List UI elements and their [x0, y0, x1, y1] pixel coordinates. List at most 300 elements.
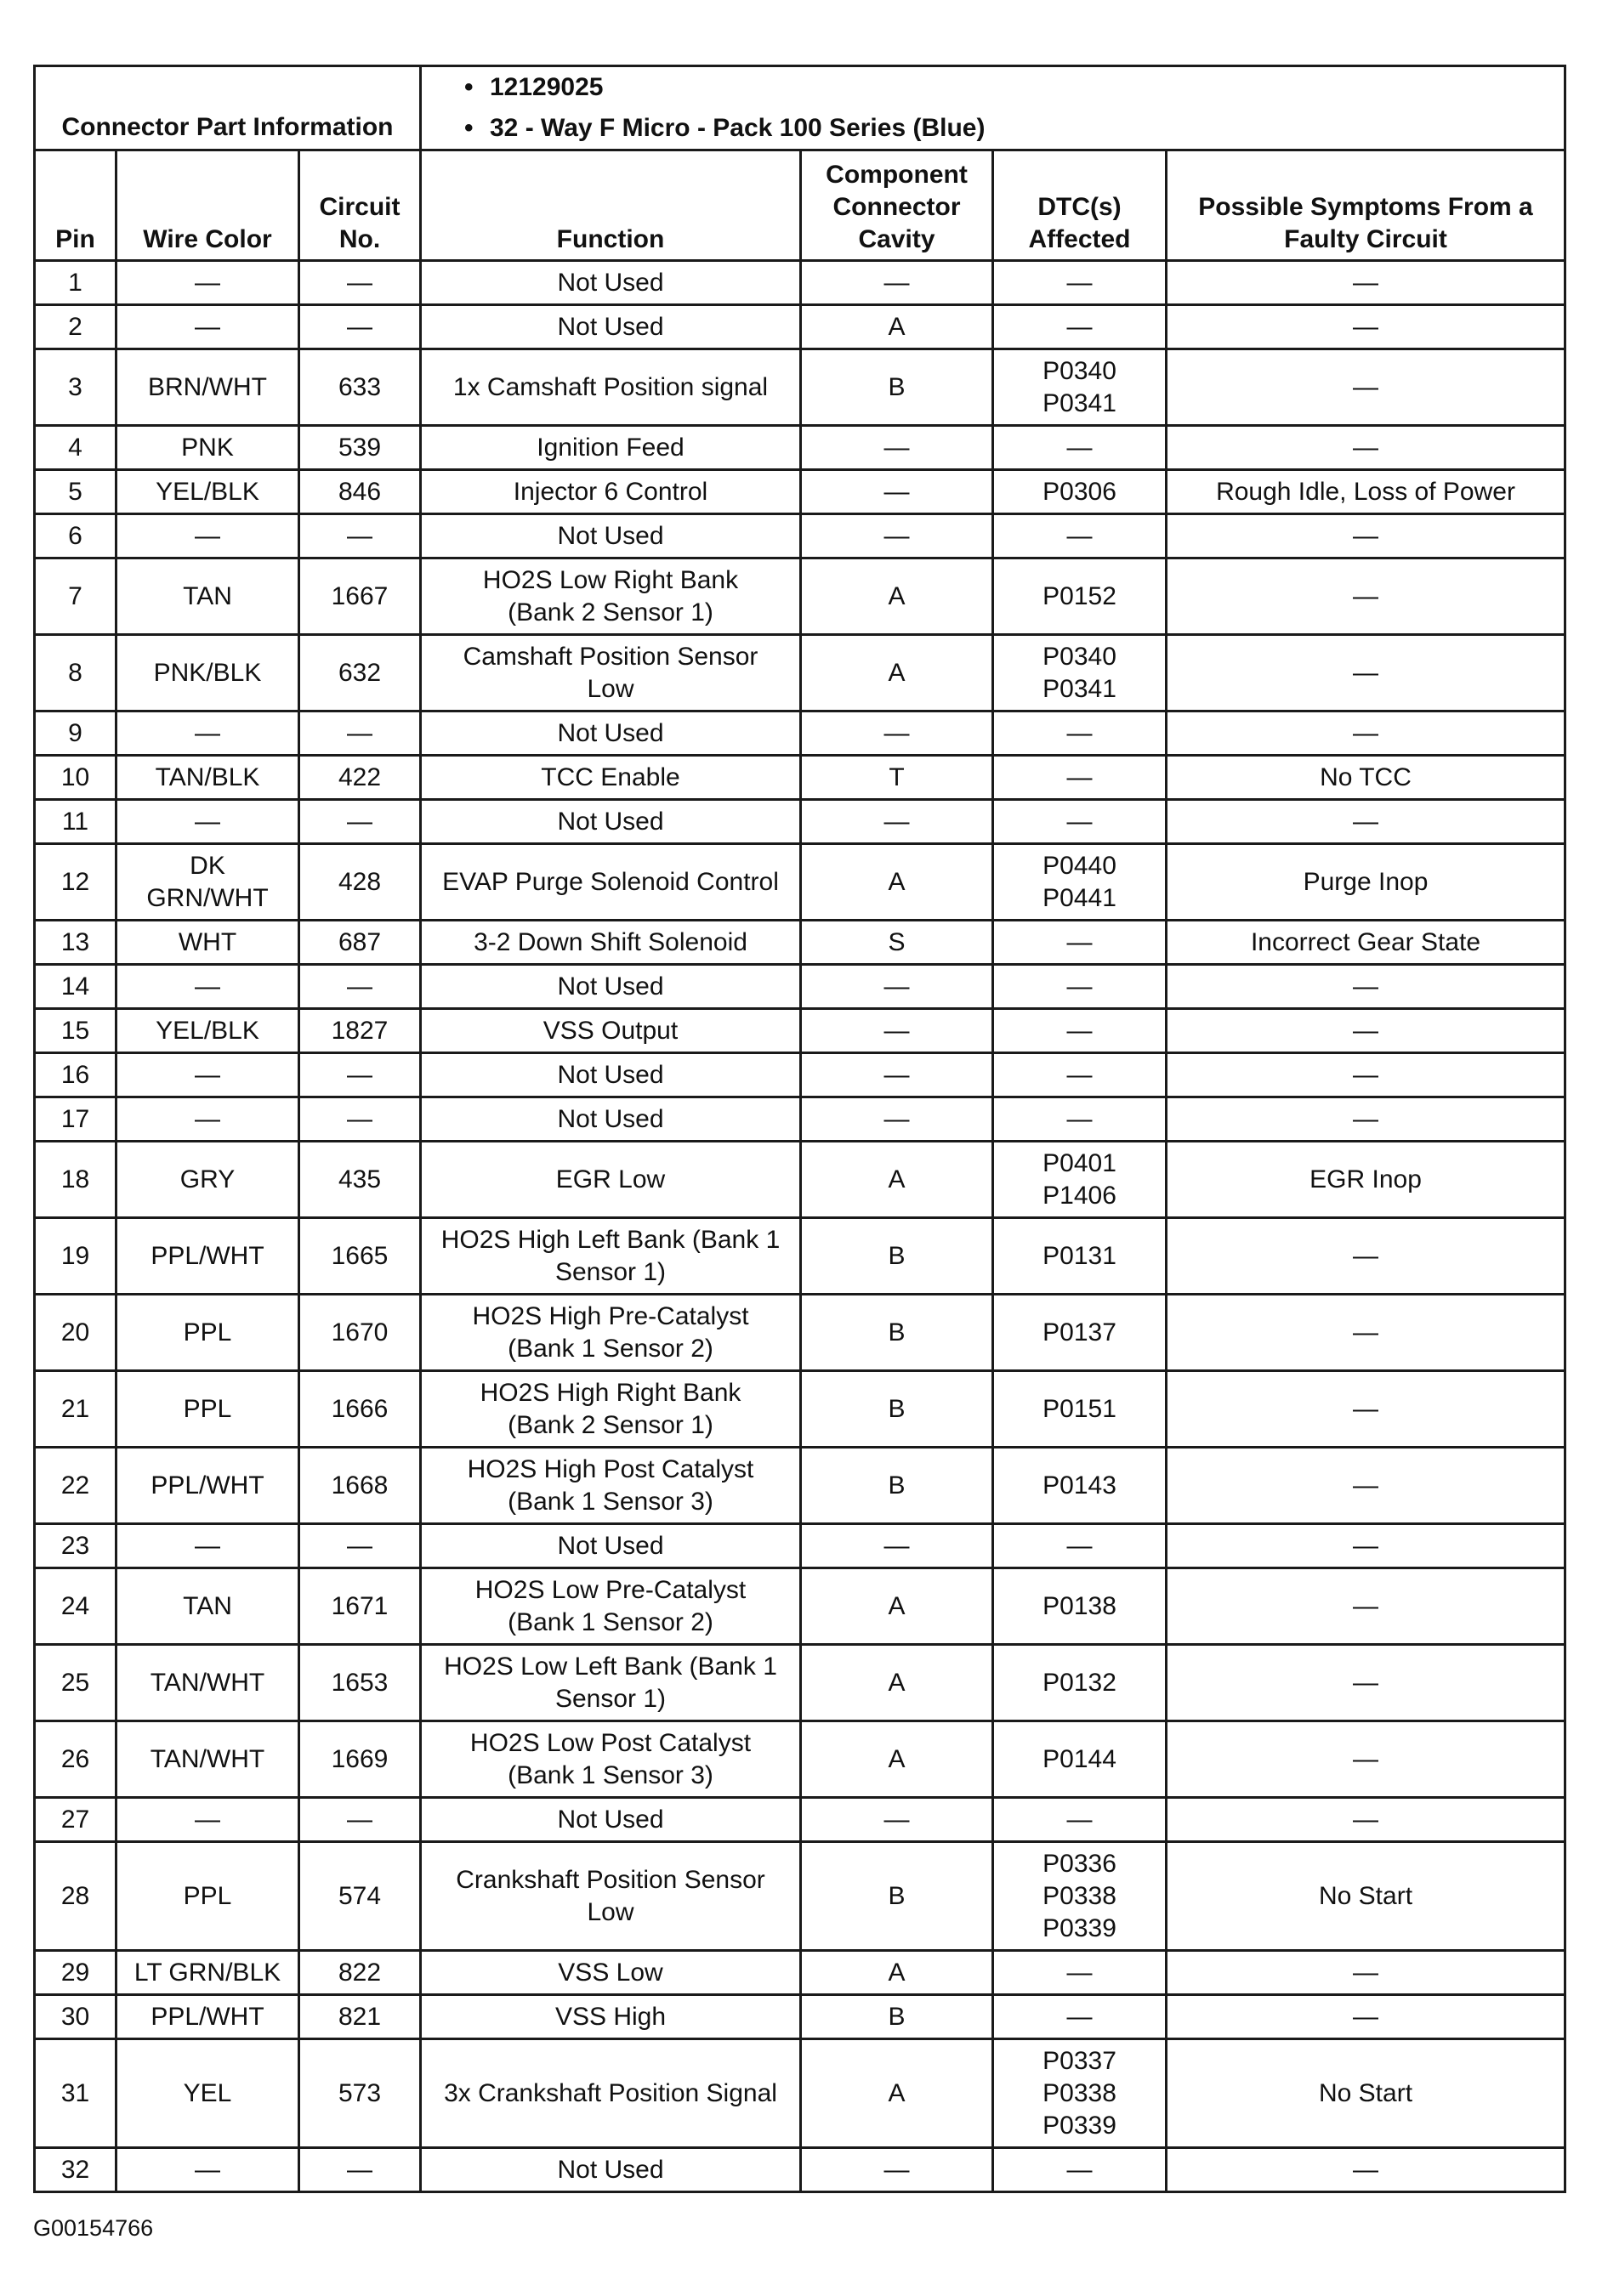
table-row: [35, 1568, 1565, 1645]
cell-component-cavity: —: [801, 711, 993, 756]
table-row: [35, 965, 1565, 1009]
cell-pin: 26: [35, 1721, 116, 1798]
cell-line: EVAP Purge Solenoid Control: [442, 867, 779, 896]
cell-line: P0340: [1042, 356, 1116, 385]
cell-possible-symptoms: [1167, 1842, 1565, 1951]
cell-line: —: [1353, 581, 1378, 610]
column-header-line: Circuit: [319, 193, 400, 221]
cell-circuit-no: 574: [299, 1842, 421, 1951]
table-row: [35, 514, 1565, 558]
cell-pin: 20: [35, 1295, 116, 1371]
cell-line: EGR Low: [555, 1165, 666, 1193]
cell-component-cavity: —: [801, 1798, 993, 1842]
cell-possible-symptoms: [1167, 1721, 1565, 1798]
cell-wire-color: [116, 1009, 299, 1053]
cell-circuit-no: 821: [299, 1995, 421, 2039]
cell-line: Not Used: [557, 718, 664, 747]
cell-possible-symptoms: [1167, 2039, 1565, 2148]
cell-possible-symptoms: [1167, 1009, 1565, 1053]
table-row: [35, 1009, 1565, 1053]
cell-line: Not Used: [557, 521, 664, 550]
cell-pin: 1: [35, 261, 116, 305]
cell-function: [421, 1448, 801, 1524]
cell-pin: 19: [35, 1218, 116, 1295]
table-row: [35, 844, 1565, 921]
cell-line: —: [1066, 1958, 1093, 1987]
cell-line: —: [1353, 372, 1378, 401]
cell-line: 3-2 Down Shift Solenoid: [474, 927, 747, 956]
cell-pin: 8: [35, 635, 116, 711]
cell-line: YEL/BLK: [156, 1016, 259, 1045]
cell-line: —: [1066, 2002, 1093, 2031]
cell-line: GRN/WHT: [146, 883, 269, 912]
cell-component-cavity: —: [801, 1009, 993, 1053]
cell-possible-symptoms: [1167, 349, 1565, 426]
cell-wire-color: [116, 2148, 299, 2192]
cell-dtc-affected: [993, 1995, 1167, 2039]
column-header-line: Wire Color: [143, 225, 272, 253]
cell-pin: 2: [35, 305, 116, 349]
cell-pin: 13: [35, 921, 116, 965]
cell-line: VSS Output: [543, 1016, 679, 1045]
cell-line: P0131: [1042, 1241, 1116, 1270]
cell-pin: 9: [35, 711, 116, 756]
cell-line: P0337: [1042, 2046, 1116, 2075]
cell-line: GRY: [179, 1165, 236, 1193]
cell-wire-color: [116, 1568, 299, 1645]
cell-wire-color: [116, 2039, 299, 2148]
cell-line: —: [1353, 1471, 1378, 1499]
cell-component-cavity: B: [801, 349, 993, 426]
cell-line: —: [1066, 2155, 1093, 2184]
cell-component-cavity: A: [801, 1568, 993, 1645]
cell-line: PNK: [181, 433, 234, 462]
cell-line: P0338: [1042, 1881, 1116, 1910]
cell-pin: 27: [35, 1798, 116, 1842]
part-info-label: Connector Part Information: [35, 66, 421, 150]
cell-circuit-no: 539: [299, 426, 421, 470]
cell-line: P0341: [1042, 674, 1116, 703]
cell-component-cavity: B: [801, 1995, 993, 2039]
cell-circuit-no: 435: [299, 1142, 421, 1218]
cell-line: HO2S High Right Bank: [480, 1378, 741, 1407]
cell-possible-symptoms: [1167, 1448, 1565, 1524]
cell-line: HO2S High Post Catalyst: [467, 1454, 754, 1483]
cell-line: —: [1353, 312, 1378, 341]
cell-line: —: [1066, 762, 1093, 791]
cell-possible-symptoms: [1167, 1142, 1565, 1218]
cell-line: Not Used: [557, 972, 664, 1001]
cell-line: EGR Inop: [1309, 1165, 1422, 1193]
cell-component-cavity: A: [801, 558, 993, 635]
cell-line: P0440: [1042, 851, 1116, 880]
cell-line: —: [1066, 521, 1093, 550]
cell-line: —: [195, 972, 220, 1001]
cell-line: Sensor 1): [554, 1684, 667, 1713]
cell-possible-symptoms: [1167, 558, 1565, 635]
cell-line: PPL: [183, 1881, 232, 1910]
cell-wire-color: [116, 1053, 299, 1097]
cell-circuit-no: —: [299, 800, 421, 844]
cell-line: —: [1353, 1394, 1378, 1423]
table-row: [35, 1995, 1565, 2039]
cell-line: —: [1353, 658, 1378, 687]
cell-pin: 6: [35, 514, 116, 558]
cell-function: [421, 1995, 801, 2039]
cell-line: —: [195, 312, 220, 341]
cell-dtc-affected: [993, 800, 1167, 844]
cell-dtc-affected: [993, 426, 1167, 470]
cell-line: Not Used: [557, 1805, 664, 1834]
cell-line: Low: [587, 674, 634, 703]
cell-wire-color: [116, 558, 299, 635]
cell-line: P1406: [1042, 1181, 1116, 1210]
cell-component-cavity: —: [801, 965, 993, 1009]
table-row: [35, 261, 1565, 305]
cell-line: Not Used: [557, 1060, 664, 1089]
column-header-line: Component: [826, 161, 968, 189]
cell-possible-symptoms: [1167, 261, 1565, 305]
cell-line: —: [1353, 1104, 1378, 1133]
cell-function: [421, 514, 801, 558]
cell-line: (Bank 2 Sensor 1): [508, 598, 713, 626]
cell-circuit-no: 687: [299, 921, 421, 965]
cell-line: —: [1353, 1060, 1378, 1089]
cell-line: P0306: [1042, 477, 1116, 506]
cell-line: Not Used: [557, 807, 664, 836]
cell-wire-color: [116, 470, 299, 514]
column-header-line: Pin: [55, 225, 95, 253]
cell-component-cavity: S: [801, 921, 993, 965]
cell-function: [421, 558, 801, 635]
cell-dtc-affected: [993, 261, 1167, 305]
cell-component-cavity: A: [801, 1645, 993, 1721]
cell-wire-color: [116, 1097, 299, 1142]
cell-line: HO2S Low Pre-Catalyst: [474, 1575, 747, 1604]
table-row: [35, 305, 1565, 349]
cell-dtc-affected: [993, 2148, 1167, 2192]
cell-circuit-no: 1667: [299, 558, 421, 635]
cell-wire-color: [116, 1842, 299, 1951]
cell-line: Rough Idle, Loss of Power: [1216, 477, 1515, 506]
table-row: [35, 921, 1565, 965]
table-row: [35, 2039, 1565, 2148]
cell-dtc-affected: [993, 1798, 1167, 1842]
table-row: [35, 1951, 1565, 1995]
cell-line: —: [195, 1104, 220, 1133]
part-info-list: [421, 66, 1565, 150]
cell-possible-symptoms: [1167, 635, 1565, 711]
cell-component-cavity: A: [801, 844, 993, 921]
column-header-function: [421, 150, 801, 261]
cell-line: Crankshaft Position Sensor: [456, 1865, 765, 1894]
bullet-icon: •: [464, 73, 474, 101]
cell-circuit-no: 1653: [299, 1645, 421, 1721]
part-number: 12129025: [490, 73, 604, 101]
cell-wire-color: [116, 305, 299, 349]
cell-line: P0441: [1042, 883, 1116, 912]
column-header-dtc-affected: [993, 150, 1167, 261]
cell-possible-symptoms: [1167, 426, 1565, 470]
cell-line: P0338: [1042, 2078, 1116, 2107]
cell-component-cavity: A: [801, 305, 993, 349]
cell-line: —: [195, 2155, 220, 2184]
table-row: [35, 1053, 1565, 1097]
cell-function: [421, 426, 801, 470]
cell-line: Not Used: [557, 1104, 664, 1133]
cell-pin: 12: [35, 844, 116, 921]
column-header-line: Connector: [832, 193, 961, 221]
cell-line: HO2S Low Right Bank: [482, 565, 739, 594]
cell-possible-symptoms: [1167, 756, 1565, 800]
cell-line: Incorrect Gear State: [1250, 927, 1481, 956]
cell-line: —: [1353, 1241, 1378, 1270]
cell-pin: 5: [35, 470, 116, 514]
cell-circuit-no: 428: [299, 844, 421, 921]
cell-dtc-affected: [993, 711, 1167, 756]
cell-line: P0339: [1042, 2111, 1116, 2140]
cell-possible-symptoms: [1167, 844, 1565, 921]
cell-line: (Bank 1 Sensor 3): [508, 1760, 713, 1789]
cell-line: —: [1066, 718, 1093, 747]
cell-function: [421, 1097, 801, 1142]
table-row: [35, 635, 1565, 711]
cell-line: —: [1066, 433, 1093, 462]
cell-dtc-affected: [993, 1142, 1167, 1218]
table-row: [35, 800, 1565, 844]
cell-circuit-no: 1827: [299, 1009, 421, 1053]
cell-line: Low: [587, 1897, 634, 1926]
cell-line: Purge Inop: [1303, 867, 1429, 896]
cell-pin: 10: [35, 756, 116, 800]
cell-line: —: [1353, 718, 1378, 747]
cell-line: —: [1066, 1805, 1093, 1834]
cell-line: No Start: [1318, 2078, 1413, 2107]
cell-dtc-affected: [993, 1951, 1167, 1995]
cell-dtc-affected: [993, 1448, 1167, 1524]
cell-dtc-affected: [993, 470, 1167, 514]
cell-line: —: [1353, 521, 1378, 550]
cell-wire-color: [116, 711, 299, 756]
cell-function: [421, 2148, 801, 2192]
cell-dtc-affected: [993, 2039, 1167, 2148]
column-header-line: No.: [338, 225, 381, 253]
cell-component-cavity: —: [801, 800, 993, 844]
cell-line: —: [195, 521, 220, 550]
table-row: [35, 349, 1565, 426]
cell-possible-symptoms: [1167, 965, 1565, 1009]
cell-line: (Bank 1 Sensor 3): [508, 1487, 713, 1516]
cell-component-cavity: B: [801, 1371, 993, 1448]
cell-component-cavity: A: [801, 1721, 993, 1798]
cell-circuit-no: 1666: [299, 1371, 421, 1448]
cell-dtc-affected: [993, 305, 1167, 349]
cell-function: [421, 844, 801, 921]
cell-line: P0341: [1042, 388, 1116, 417]
table-row: [35, 558, 1565, 635]
cell-line: 3x Crankshaft Position Signal: [444, 2078, 777, 2107]
cell-circuit-no: —: [299, 965, 421, 1009]
cell-circuit-no: —: [299, 1097, 421, 1142]
cell-function: [421, 1568, 801, 1645]
cell-circuit-no: 1670: [299, 1295, 421, 1371]
cell-line: (Bank 2 Sensor 1): [508, 1410, 713, 1439]
cell-line: P0401: [1042, 1148, 1116, 1177]
cell-function: [421, 711, 801, 756]
column-header-component-cavity: [801, 150, 993, 261]
cell-line: WHT: [178, 927, 237, 956]
cell-pin: 31: [35, 2039, 116, 2148]
cell-line: TAN: [183, 581, 232, 610]
cell-line: —: [1353, 1805, 1378, 1834]
cell-line: —: [195, 268, 220, 297]
cell-pin: 15: [35, 1009, 116, 1053]
cell-line: TAN/WHT: [150, 1744, 265, 1773]
cell-line: Sensor 1): [554, 1257, 667, 1286]
cell-circuit-no: 1665: [299, 1218, 421, 1295]
column-header-wire-color: [116, 150, 299, 261]
table-row: [35, 2148, 1565, 2192]
cell-line: (Bank 1 Sensor 2): [508, 1334, 713, 1363]
cell-component-cavity: T: [801, 756, 993, 800]
cell-dtc-affected: [993, 558, 1167, 635]
cell-circuit-no: 633: [299, 349, 421, 426]
cell-pin: 32: [35, 2148, 116, 2192]
cell-pin: 7: [35, 558, 116, 635]
cell-circuit-no: 632: [299, 635, 421, 711]
cell-line: DK: [190, 851, 225, 880]
cell-component-cavity: A: [801, 635, 993, 711]
table-row: [35, 470, 1565, 514]
cell-circuit-no: 422: [299, 756, 421, 800]
cell-possible-symptoms: [1167, 1218, 1565, 1295]
table-row: [35, 1448, 1565, 1524]
cell-circuit-no: 846: [299, 470, 421, 514]
part-info-row: [35, 66, 1565, 150]
cell-component-cavity: B: [801, 1295, 993, 1371]
bullet-icon: •: [464, 114, 474, 142]
cell-line: —: [1353, 433, 1378, 462]
part-info-item: [464, 67, 1560, 108]
cell-line: —: [1066, 1016, 1093, 1045]
cell-possible-symptoms: [1167, 800, 1565, 844]
cell-component-cavity: B: [801, 1842, 993, 1951]
cell-wire-color: [116, 1448, 299, 1524]
cell-dtc-affected: [993, 965, 1167, 1009]
table-row: [35, 1524, 1565, 1568]
cell-line: —: [1066, 927, 1093, 956]
cell-line: PPL/WHT: [151, 2002, 264, 2031]
cell-possible-symptoms: [1167, 921, 1565, 965]
cell-possible-symptoms: [1167, 1645, 1565, 1721]
cell-line: —: [1353, 1591, 1378, 1620]
cell-line: P0340: [1042, 642, 1116, 671]
cell-line: P0138: [1042, 1591, 1116, 1620]
cell-line: —: [195, 1531, 220, 1560]
cell-line: PPL: [183, 1394, 232, 1423]
cell-pin: 22: [35, 1448, 116, 1524]
cell-wire-color: [116, 921, 299, 965]
cell-line: Injector 6 Control: [513, 477, 708, 506]
cell-component-cavity: A: [801, 1142, 993, 1218]
cell-line: TAN/WHT: [150, 1668, 265, 1697]
cell-dtc-affected: [993, 1009, 1167, 1053]
cell-line: P0132: [1042, 1668, 1116, 1697]
cell-function: [421, 756, 801, 800]
cell-line: —: [195, 1805, 220, 1834]
cell-pin: 4: [35, 426, 116, 470]
cell-line: —: [1353, 2155, 1378, 2184]
cell-line: —: [195, 718, 220, 747]
cell-line: TAN: [183, 1591, 232, 1620]
cell-line: 1x Camshaft Position signal: [452, 372, 769, 401]
cell-wire-color: [116, 1798, 299, 1842]
cell-line: —: [1066, 1060, 1093, 1089]
connector-pinout-table: [33, 65, 1566, 2193]
column-header-circuit-no: [299, 150, 421, 261]
cell-possible-symptoms: [1167, 305, 1565, 349]
cell-dtc-affected: [993, 1371, 1167, 1448]
cell-wire-color: [116, 1721, 299, 1798]
cell-dtc-affected: [993, 1645, 1167, 1721]
cell-wire-color: [116, 1951, 299, 1995]
cell-line: HO2S High Pre-Catalyst: [472, 1301, 749, 1330]
cell-line: PNK/BLK: [153, 658, 262, 687]
cell-possible-symptoms: [1167, 514, 1565, 558]
cell-line: VSS High: [554, 2002, 667, 2031]
cell-function: [421, 635, 801, 711]
cell-line: —: [1353, 1318, 1378, 1346]
cell-circuit-no: —: [299, 261, 421, 305]
column-header-line: Affected: [1028, 225, 1131, 253]
cell-line: (Bank 1 Sensor 2): [508, 1607, 713, 1636]
cell-line: —: [1353, 1016, 1378, 1045]
cell-dtc-affected: [993, 1568, 1167, 1645]
cell-function: [421, 261, 801, 305]
cell-pin: 11: [35, 800, 116, 844]
cell-line: P0151: [1042, 1394, 1116, 1423]
column-header-line: Possible Symptoms From a: [1198, 193, 1533, 221]
cell-dtc-affected: [993, 1097, 1167, 1142]
cell-function: [421, 1798, 801, 1842]
cell-wire-color: [116, 349, 299, 426]
cell-possible-symptoms: [1167, 1295, 1565, 1371]
cell-line: YEL: [183, 2078, 232, 2107]
cell-component-cavity: —: [801, 2148, 993, 2192]
cell-component-cavity: A: [801, 1951, 993, 1995]
cell-function: [421, 2039, 801, 2148]
cell-circuit-no: 1671: [299, 1568, 421, 1645]
cell-pin: 28: [35, 1842, 116, 1951]
cell-component-cavity: —: [801, 261, 993, 305]
cell-function: [421, 965, 801, 1009]
cell-function: [421, 1009, 801, 1053]
cell-line: HO2S Low Post Catalyst: [469, 1728, 752, 1757]
table-row: [35, 1721, 1565, 1798]
cell-line: No TCC: [1320, 762, 1412, 791]
part-info-item: [464, 108, 1560, 149]
cell-line: Not Used: [557, 2155, 664, 2184]
cell-component-cavity: —: [801, 470, 993, 514]
cell-pin: 17: [35, 1097, 116, 1142]
cell-component-cavity: —: [801, 1524, 993, 1568]
cell-wire-color: [116, 261, 299, 305]
cell-function: [421, 1295, 801, 1371]
cell-line: —: [195, 1060, 220, 1089]
cell-function: [421, 1951, 801, 1995]
cell-possible-symptoms: [1167, 1951, 1565, 1995]
cell-wire-color: [116, 1645, 299, 1721]
